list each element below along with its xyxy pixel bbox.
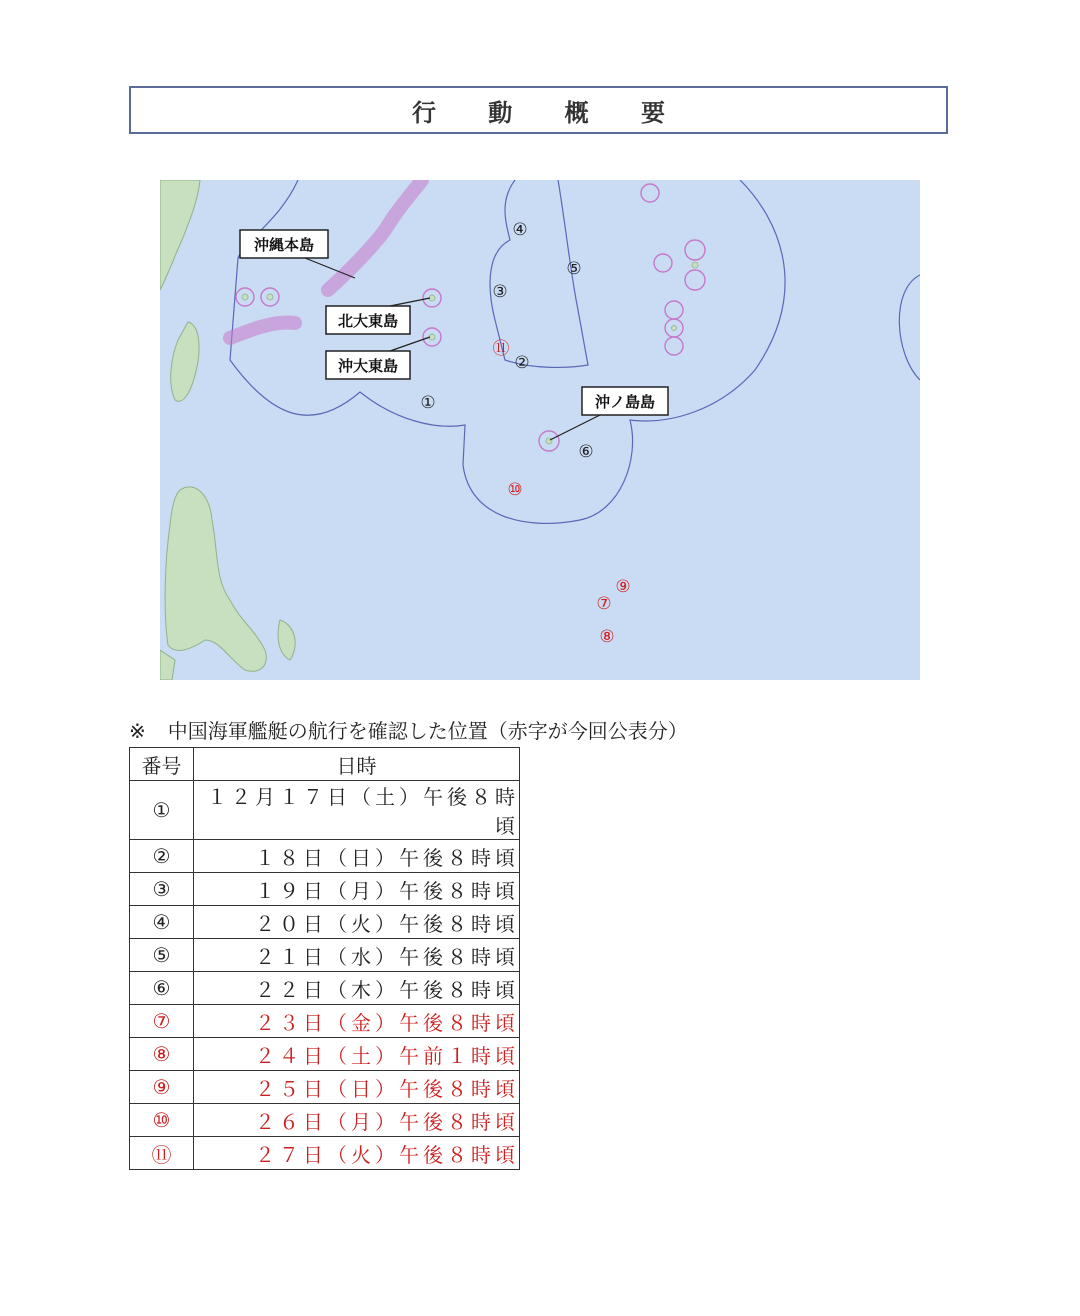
row-number: ⑥ <box>130 972 194 1005</box>
table-header <box>130 748 520 781</box>
svg-text:北大東島: 北大東島 <box>337 312 399 330</box>
note-mark: ※ <box>129 719 146 743</box>
row-datetime: １２月１７日（土）午後８時頃 <box>194 781 520 840</box>
table-row <box>130 1071 520 1104</box>
header-datetime: 日時 <box>194 748 520 781</box>
marker-6: ⑥ <box>578 442 594 462</box>
row-number: ③ <box>130 873 194 906</box>
row-number: ① <box>130 781 194 840</box>
schedule-table <box>129 747 520 1170</box>
row-datetime: ２４日（土）午前１時頃 <box>194 1038 520 1071</box>
map <box>160 180 920 680</box>
table-row <box>130 1137 520 1170</box>
marker-2: ② <box>514 353 530 373</box>
table-row <box>130 906 520 939</box>
marker-5: ⑤ <box>566 259 582 279</box>
row-number: ④ <box>130 906 194 939</box>
note-text: 中国海軍艦艇の航行を確認した位置（赤字が今回公表分） <box>167 719 688 743</box>
marker-4: ④ <box>512 220 528 240</box>
marker-9: ⑨ <box>615 577 631 597</box>
title-box <box>129 86 948 134</box>
table-row <box>130 840 520 873</box>
caption <box>129 715 688 744</box>
row-datetime: １８日（日）午後８時頃 <box>194 840 520 873</box>
row-number: ② <box>130 840 194 873</box>
marker-3: ③ <box>492 282 508 302</box>
svg-text:沖縄本島: 沖縄本島 <box>253 236 315 254</box>
table-row <box>130 873 520 906</box>
row-datetime: ２５日（日）午後８時頃 <box>194 1071 520 1104</box>
table-row <box>130 939 520 972</box>
row-datetime: １９日（月）午後８時頃 <box>194 873 520 906</box>
row-datetime: ２０日（火）午後８時頃 <box>194 906 520 939</box>
row-datetime: ２７日（火）午後８時頃 <box>194 1137 520 1170</box>
row-datetime: ２６日（月）午後８時頃 <box>194 1104 520 1137</box>
table-row <box>130 972 520 1005</box>
marker-1: ① <box>420 393 436 413</box>
page-title: 行 動 概 要 <box>411 98 688 127</box>
svg-text:沖ノ島島: 沖ノ島島 <box>594 393 656 411</box>
row-number: ⑨ <box>130 1071 194 1104</box>
marker-10: ⑩ <box>507 480 523 500</box>
svg-text:沖大東島: 沖大東島 <box>337 357 399 375</box>
row-number: ⑧ <box>130 1038 194 1071</box>
table-row <box>130 1104 520 1137</box>
row-number: ⑦ <box>130 1005 194 1038</box>
row-datetime: ２２日（木）午後８時頃 <box>194 972 520 1005</box>
table-row <box>130 781 520 840</box>
row-number: ⑤ <box>130 939 194 972</box>
row-number: ⑪ <box>130 1137 194 1170</box>
marker-8: ⑧ <box>599 627 615 647</box>
row-datetime: ２１日（水）午後８時頃 <box>194 939 520 972</box>
marker-7: ⑦ <box>596 594 612 614</box>
header-number: 番号 <box>130 748 194 781</box>
marker-11: ⑪ <box>492 339 510 359</box>
table-row <box>130 1038 520 1071</box>
table-row <box>130 1005 520 1038</box>
row-number: ⑩ <box>130 1104 194 1137</box>
row-datetime: ２３日（金）午後８時頃 <box>194 1005 520 1038</box>
